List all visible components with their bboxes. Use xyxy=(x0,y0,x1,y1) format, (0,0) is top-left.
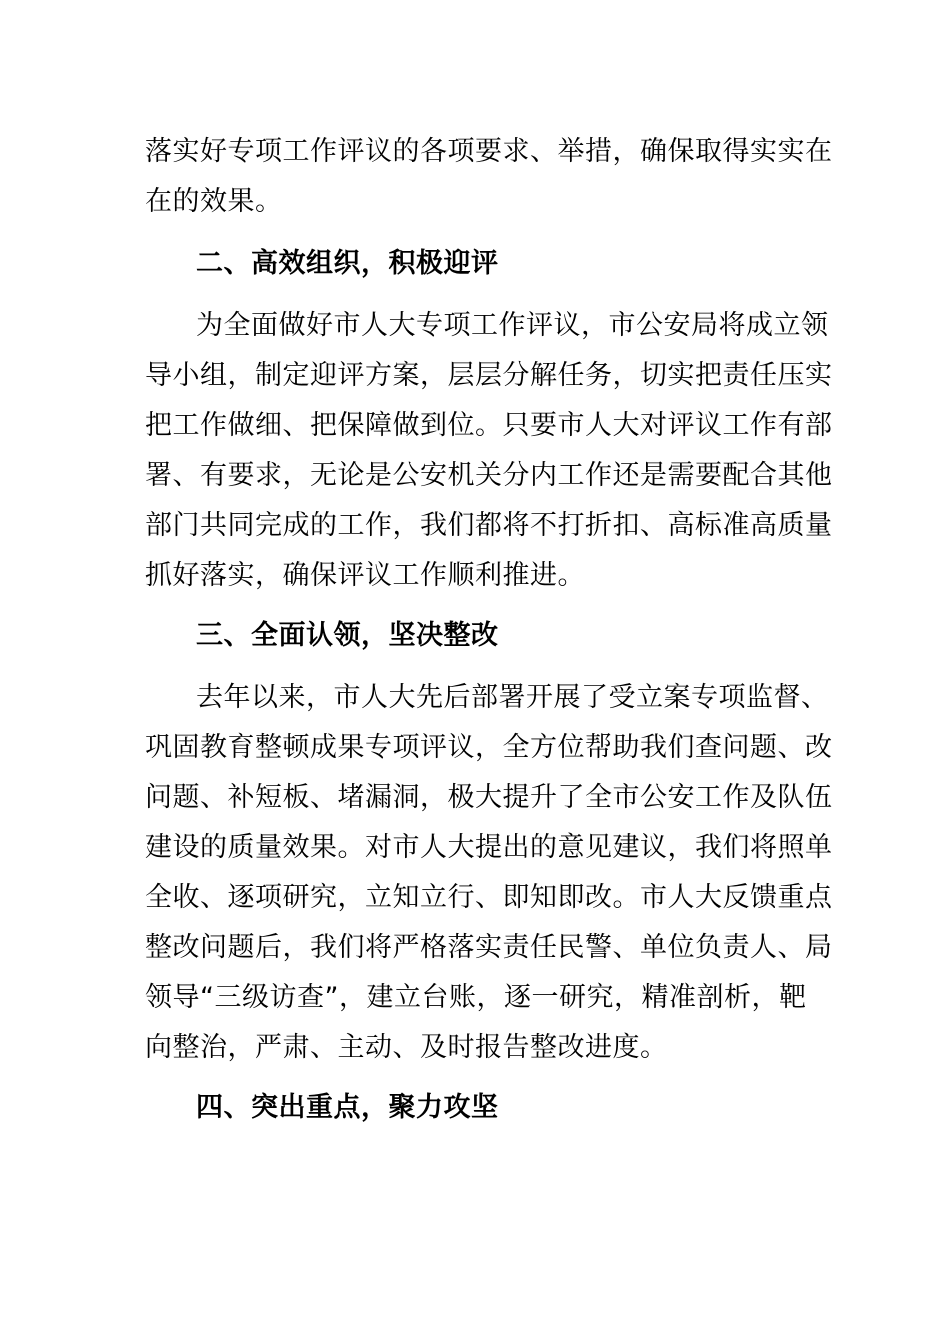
paragraph-line: 全收、逐项研究，立知立行、即知即改。市人大反馈重点 xyxy=(145,882,833,913)
section-heading: 三、全面认领，坚决整改 xyxy=(196,620,499,651)
paragraph-line: 巩固教育整顿成果专项评议，全方位帮助我们查问题、改 xyxy=(145,732,833,763)
paragraph-line: 抓好落实，确保评议工作顺利推进。 xyxy=(145,560,585,591)
paragraph-line: 署、有要求，无论是公安机关分内工作还是需要配合其他 xyxy=(145,460,833,491)
section-heading: 二、高效组织，积极迎评 xyxy=(196,248,499,279)
paragraph-line: 为全面做好市人大专项工作评议，市公安局将成立领 xyxy=(196,310,829,341)
paragraph-line: 导小组，制定迎评方案，层层分解任务，切实把责任压实 xyxy=(145,360,833,391)
paragraph-line: 去年以来，市人大先后部署开展了受立案专项监督、 xyxy=(196,682,829,713)
paragraph-line: 把工作做细、把保障做到位。只要市人大对评议工作有部 xyxy=(145,410,833,441)
paragraph-line: 部门共同完成的工作，我们都将不打折扣、高标准高质量 xyxy=(145,510,833,541)
paragraph-line: 建设的质量效果。对市人大提出的意见建议，我们将照单 xyxy=(145,832,833,863)
paragraph-line: 向整治，严肃、主动、及时报告整改进度。 xyxy=(145,1032,668,1063)
paragraph-line: 问题、补短板、堵漏洞，极大提升了全市公安工作及队伍 xyxy=(145,782,833,813)
paragraph-line: 在的效果。 xyxy=(145,186,283,217)
paragraph-line: 落实好专项工作评议的各项要求、举措，确保取得实实在 xyxy=(145,136,833,167)
paragraph-line: 领导“三级访查”，建立台账，逐一研究，精准剖析，靶 xyxy=(145,982,807,1013)
section-heading: 四、突出重点，聚力攻坚 xyxy=(196,1092,499,1123)
paragraph-line: 整改问题后，我们将严格落实责任民警、单位负责人、局 xyxy=(145,932,833,963)
